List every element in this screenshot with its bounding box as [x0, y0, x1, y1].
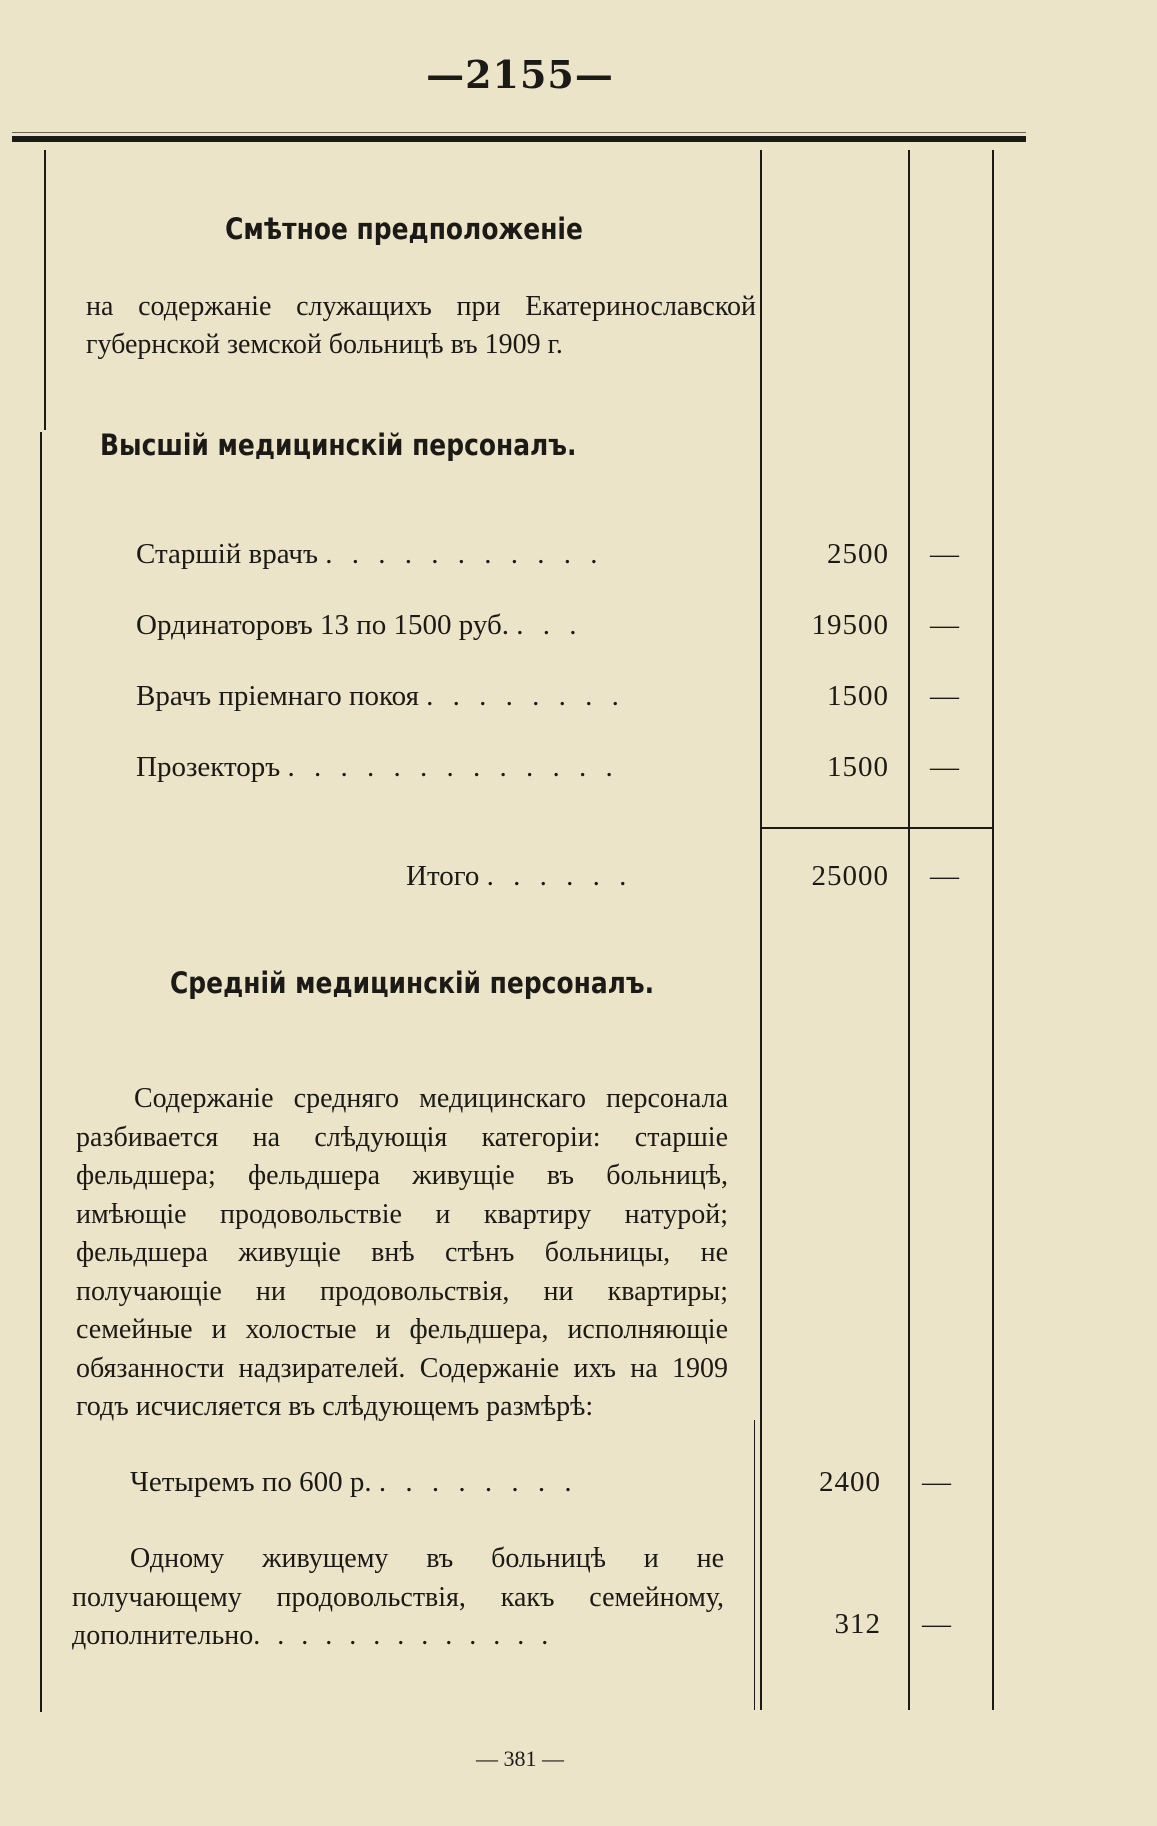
page-number-top: —2155—	[426, 52, 614, 97]
section-heading-senior: Высшій медицинскій персоналъ.	[100, 428, 577, 462]
section-paragraph: Содержаніе средняго медицинскаго персонала разбивается на слѣдующія категоріи: старшіе фельдшера; фельдшера живущіе въ больницѣ, имѣющіе продовольствіе и квартиру натурой; фельдшера живущіе внѣ стѣнъ больницы, не получающіе ни продовольствія, ни квартиры; семейные и холостые и фельдшера, исполняющіе обязанности надзирателей. Содержаніе ихъ на 1909 годъ исчисляется въ слѣдующемъ размѣрѣ:	[76, 1083, 728, 1422]
row-amount: 2500	[827, 538, 889, 570]
document-subtitle: на содержаніе служащихъ при Екатеринославской губернской земской больницѣ въ 1909 г.	[86, 291, 756, 360]
table-row	[0, 609, 1157, 649]
row-dash: —	[922, 1608, 951, 1640]
subtotal-rule	[760, 827, 992, 829]
row-amount: 2400	[819, 1466, 881, 1498]
header-rule-thin	[12, 132, 1026, 133]
row-amount: 1500	[827, 751, 889, 783]
table-row	[0, 680, 1157, 720]
total-row	[0, 860, 1157, 900]
amount-column-border-inner	[754, 1420, 755, 1710]
table-row	[0, 1466, 1157, 1506]
row-label: Врачъ пріемнаго покоя . . . . . . . .	[136, 680, 625, 712]
header-rule	[12, 136, 1026, 142]
row-label: Четыремъ по 600 р. . . . . . . . .	[130, 1466, 578, 1498]
table-row	[0, 751, 1157, 791]
row-dash: —	[930, 609, 959, 641]
total-amount: 25000	[811, 860, 889, 892]
section-paragraph-2: Одному живущему въ больницѣ и не получающему продовольствія, какъ семейному, дополнительно. . . . . . . . . . . . .	[72, 1543, 724, 1651]
row-amount: 19500	[811, 609, 889, 641]
table-row	[0, 1608, 1157, 1648]
row-label: Старшій врачъ . . . . . . . . . . .	[136, 538, 604, 570]
total-label: Итого . . . . . .	[406, 860, 633, 892]
section-heading-middle: Средній медицинскій персоналъ.	[170, 966, 655, 1000]
left-border	[44, 150, 46, 430]
document-title: Смѣтное предположеніе	[225, 212, 583, 246]
row-dash: —	[930, 680, 959, 712]
page-number-bottom: — 381 —	[476, 1746, 564, 1771]
row-label: Ординаторовъ 13 по 1500 руб. . . .	[136, 609, 583, 641]
total-dash: —	[930, 860, 959, 892]
row-label: Прозекторъ . . . . . . . . . . . . .	[136, 751, 619, 783]
row-amount: 312	[834, 1608, 881, 1640]
row-dash: —	[930, 538, 959, 570]
table-row	[0, 538, 1157, 578]
row-dash: —	[922, 1466, 951, 1498]
row-dash: —	[930, 751, 959, 783]
row-amount: 1500	[827, 680, 889, 712]
